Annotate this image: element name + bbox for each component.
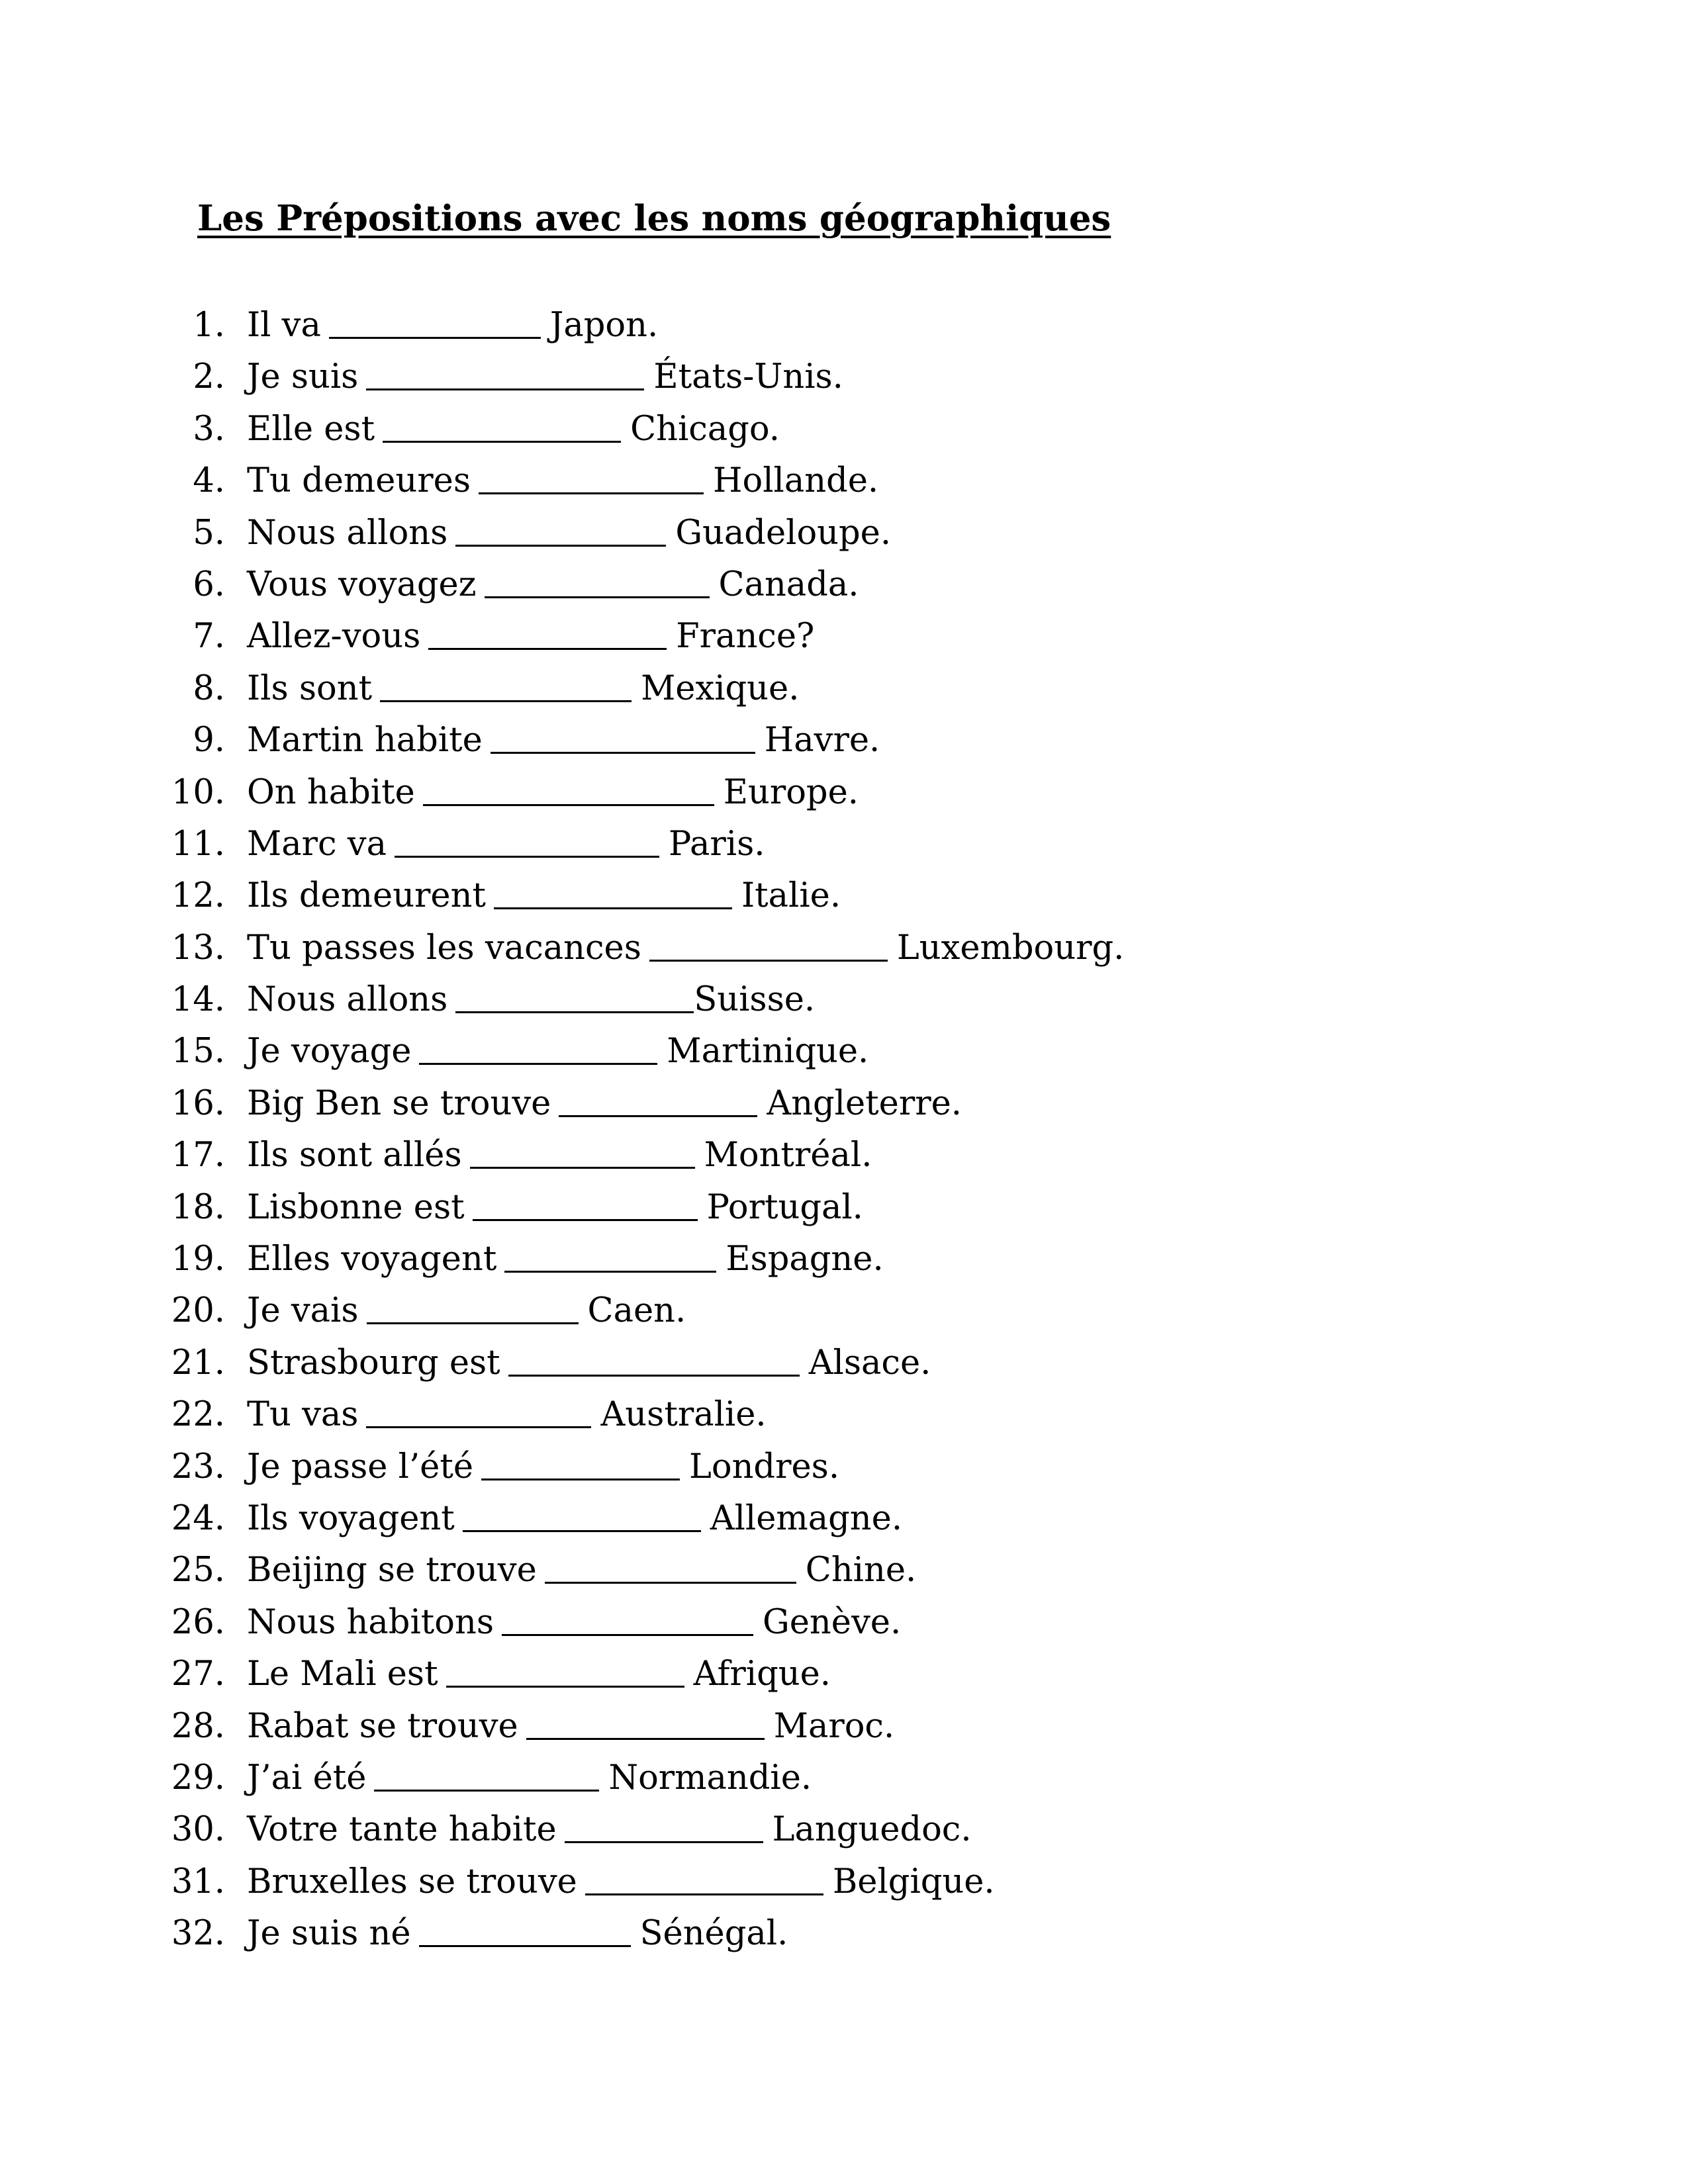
exercise-item xyxy=(0,1649,1688,1700)
exercise-item xyxy=(0,819,1688,870)
item-number: 28. xyxy=(171,1706,225,1746)
item-number: 7. xyxy=(193,617,225,657)
exercise-item xyxy=(0,1597,1688,1649)
item-sentence xyxy=(247,1856,995,1908)
sentence-end: Alsace. xyxy=(808,1343,931,1383)
answer-blank[interactable] xyxy=(366,388,644,390)
exercise-item xyxy=(0,1389,1688,1441)
sentence-start: Bruxelles se trouve xyxy=(247,1862,577,1901)
item-sentence xyxy=(247,1130,872,1181)
item-sentence xyxy=(247,1026,868,1077)
sentence-end: Montréal. xyxy=(704,1136,872,1175)
exercise-item xyxy=(0,767,1688,819)
exercise-item xyxy=(0,1234,1688,1285)
exercise-item xyxy=(0,559,1688,611)
sentence-start: Allez-vous xyxy=(247,617,421,657)
item-sentence xyxy=(247,1234,884,1285)
item-number: 25. xyxy=(171,1551,225,1590)
answer-blank[interactable] xyxy=(380,700,632,702)
item-number: 24. xyxy=(171,1498,225,1538)
item-number: 21. xyxy=(171,1343,225,1383)
sentence-start: Elles voyagent xyxy=(247,1240,497,1279)
exercise-item xyxy=(0,1752,1688,1804)
item-number: 11. xyxy=(171,824,225,864)
answer-blank[interactable] xyxy=(526,1738,765,1740)
sentence-end: Allemagne. xyxy=(710,1498,903,1538)
item-sentence xyxy=(247,455,878,507)
exercise-item xyxy=(0,1908,1688,1960)
exercise-item xyxy=(0,1026,1688,1077)
exercise-item xyxy=(0,1078,1688,1130)
sentence-start: Martin habite xyxy=(247,721,483,760)
sentence-start: On habite xyxy=(247,772,415,812)
sentence-end: Belgique. xyxy=(832,1862,995,1901)
sentence-end: Italie. xyxy=(741,876,841,916)
sentence-end: Australie. xyxy=(600,1395,767,1435)
answer-blank[interactable] xyxy=(649,960,888,962)
answer-blank[interactable] xyxy=(463,1530,701,1532)
sentence-end: Canada. xyxy=(718,565,859,604)
item-sentence xyxy=(247,300,658,351)
sentence-end: Suisse. xyxy=(694,980,816,1020)
answer-blank[interactable] xyxy=(428,648,667,650)
exercise-item xyxy=(0,1182,1688,1234)
answer-blank[interactable] xyxy=(585,1893,823,1895)
sentence-end: Normandie. xyxy=(608,1758,812,1797)
sentence-start: Tu demeures xyxy=(247,461,471,501)
exercise-item xyxy=(0,455,1688,507)
sentence-end: Espagne. xyxy=(726,1240,884,1279)
sentence-end: Guadeloupe. xyxy=(675,513,892,553)
sentence-start: Nous allons xyxy=(247,513,448,553)
answer-blank[interactable] xyxy=(470,1167,695,1169)
sentence-start: Je vais xyxy=(247,1291,359,1331)
answer-blank[interactable] xyxy=(374,1790,599,1792)
item-sentence xyxy=(247,1804,972,1856)
item-sentence xyxy=(247,1545,916,1596)
sentence-start: Tu passes les vacances xyxy=(247,928,641,968)
answer-blank[interactable] xyxy=(455,545,666,547)
answer-blank[interactable] xyxy=(366,1426,591,1428)
item-sentence xyxy=(247,1701,894,1752)
sentence-start: Ils sont allés xyxy=(247,1136,462,1175)
answer-blank[interactable] xyxy=(479,492,704,494)
exercise-item xyxy=(0,663,1688,715)
sentence-start: Je passe l’été xyxy=(247,1447,474,1486)
sentence-start: Ils sont xyxy=(247,668,373,708)
item-number: 22. xyxy=(171,1395,225,1435)
exercise-item xyxy=(0,300,1688,351)
item-sentence xyxy=(247,1908,788,1960)
answer-blank[interactable] xyxy=(504,1271,716,1273)
answer-blank[interactable] xyxy=(508,1375,800,1377)
item-number: 16. xyxy=(171,1083,225,1123)
item-number: 6. xyxy=(193,565,225,604)
item-number: 8. xyxy=(193,668,225,708)
item-sentence xyxy=(247,351,843,403)
sentence-end: Chine. xyxy=(805,1551,917,1590)
item-number: 1. xyxy=(193,306,225,345)
sentence-end: États-Unis. xyxy=(653,357,843,397)
sentence-end: Hollande. xyxy=(713,461,879,501)
exercise-item xyxy=(0,1856,1688,1908)
item-sentence xyxy=(247,819,765,870)
exercise-list xyxy=(0,300,1688,1960)
sentence-start: Strasbourg est xyxy=(247,1343,500,1383)
sentence-end: Chicago. xyxy=(630,409,780,449)
sentence-start: Rabat se trouve xyxy=(247,1706,518,1746)
sentence-start: Ils voyagent xyxy=(247,1498,455,1538)
answer-blank[interactable] xyxy=(329,337,541,339)
item-number: 3. xyxy=(193,409,225,449)
item-number: 30. xyxy=(171,1810,225,1850)
item-sentence xyxy=(247,1285,686,1337)
answer-blank[interactable] xyxy=(565,1841,763,1843)
sentence-end: Paris. xyxy=(669,824,765,864)
item-sentence xyxy=(247,663,799,715)
item-sentence xyxy=(247,1441,839,1493)
answer-blank[interactable] xyxy=(367,1322,579,1324)
sentence-start: Je suis xyxy=(247,357,359,397)
item-sentence xyxy=(247,1338,931,1389)
item-number: 4. xyxy=(193,461,225,501)
answer-blank[interactable] xyxy=(491,752,755,754)
item-number: 14. xyxy=(171,980,225,1020)
sentence-start: Elle est xyxy=(247,409,375,449)
sentence-end: Afrique. xyxy=(693,1655,831,1694)
item-sentence xyxy=(247,404,780,455)
sentence-end: Angleterre. xyxy=(767,1083,962,1123)
sentence-end: Languedoc. xyxy=(772,1810,972,1850)
item-sentence xyxy=(247,1389,767,1441)
exercise-item xyxy=(0,715,1688,766)
sentence-start: Tu vas xyxy=(247,1395,359,1435)
item-sentence xyxy=(247,1752,812,1804)
exercise-item xyxy=(0,1441,1688,1493)
item-number: 9. xyxy=(193,721,225,760)
exercise-item xyxy=(0,974,1688,1026)
answer-blank[interactable] xyxy=(485,596,710,598)
answer-blank[interactable] xyxy=(481,1479,680,1480)
item-number: 27. xyxy=(171,1655,225,1694)
sentence-start: Nous habitons xyxy=(247,1602,494,1642)
item-sentence xyxy=(247,1649,831,1700)
item-number: 32. xyxy=(171,1914,225,1954)
answer-blank[interactable] xyxy=(383,441,621,443)
item-number: 23. xyxy=(171,1447,225,1486)
sentence-start: J’ai été xyxy=(247,1758,367,1797)
item-sentence xyxy=(247,1597,901,1649)
sentence-start: Lisbonne est xyxy=(247,1187,465,1227)
sentence-end: France? xyxy=(676,617,815,657)
answer-blank[interactable] xyxy=(419,1945,631,1947)
answer-blank[interactable] xyxy=(559,1115,757,1117)
sentence-start: Je suis né xyxy=(247,1914,411,1954)
answer-blank[interactable] xyxy=(502,1634,753,1636)
exercise-item xyxy=(0,508,1688,559)
answer-blank[interactable] xyxy=(473,1219,698,1221)
sentence-end: Genève. xyxy=(763,1602,902,1642)
sentence-start: Big Ben se trouve xyxy=(247,1083,551,1123)
sentence-end: Europe. xyxy=(723,772,859,812)
item-number: 10. xyxy=(171,772,225,812)
exercise-item xyxy=(0,923,1688,974)
sentence-start: Votre tante habite xyxy=(247,1810,557,1850)
sentence-end: Maroc. xyxy=(773,1706,895,1746)
item-number: 20. xyxy=(171,1291,225,1331)
item-sentence xyxy=(247,559,859,611)
item-number: 18. xyxy=(171,1187,225,1227)
exercise-item xyxy=(0,1701,1688,1752)
exercise-item xyxy=(0,1493,1688,1545)
answer-blank[interactable] xyxy=(494,907,732,909)
sentence-start: Le Mali est xyxy=(247,1655,438,1694)
sentence-start: Il va xyxy=(247,306,321,345)
sentence-end: Caen. xyxy=(587,1291,686,1331)
sentence-start: Ils demeurent xyxy=(247,876,486,916)
exercise-item xyxy=(0,351,1688,403)
item-number: 15. xyxy=(171,1032,225,1071)
exercise-item xyxy=(0,1545,1688,1596)
sentence-end: Sénégal. xyxy=(639,1914,788,1954)
sentence-start: Je voyage xyxy=(247,1032,412,1071)
item-number: 26. xyxy=(171,1602,225,1642)
item-number: 19. xyxy=(171,1240,225,1279)
item-number: 5. xyxy=(193,513,225,553)
item-number: 13. xyxy=(171,928,225,968)
exercise-item xyxy=(0,1338,1688,1389)
item-sentence xyxy=(247,974,815,1026)
sentence-end: Portugal. xyxy=(706,1187,863,1227)
item-number: 29. xyxy=(171,1758,225,1797)
exercise-item xyxy=(0,404,1688,455)
item-sentence xyxy=(247,1182,863,1234)
item-sentence xyxy=(247,767,859,819)
sentence-end: Martinique. xyxy=(667,1032,869,1071)
exercise-item xyxy=(0,611,1688,662)
item-sentence xyxy=(247,923,1124,974)
item-sentence xyxy=(247,611,814,662)
sentence-start: Vous voyagez xyxy=(247,565,477,604)
sentence-start: Beijing se trouve xyxy=(247,1551,537,1590)
sentence-start: Marc va xyxy=(247,824,387,864)
exercise-item xyxy=(0,1804,1688,1856)
item-number: 2. xyxy=(193,357,225,397)
answer-blank[interactable] xyxy=(395,856,659,858)
item-number: 12. xyxy=(171,876,225,916)
item-sentence xyxy=(247,870,841,922)
answer-blank[interactable] xyxy=(423,804,714,806)
answer-blank[interactable] xyxy=(545,1582,796,1584)
sentence-end: Luxembourg. xyxy=(896,928,1125,968)
exercise-item xyxy=(0,1130,1688,1181)
sentence-end: Havre. xyxy=(764,721,880,760)
item-sentence xyxy=(247,715,880,766)
sentence-end: Mexique. xyxy=(641,668,800,708)
item-sentence xyxy=(247,1078,962,1130)
item-number: 17. xyxy=(171,1136,225,1175)
sentence-end: Londres. xyxy=(689,1447,840,1486)
answer-blank[interactable] xyxy=(419,1063,657,1065)
item-number: 31. xyxy=(171,1862,225,1901)
sentence-start: Nous allons xyxy=(247,980,448,1020)
page-title: Les Prépositions avec les noms géographiques xyxy=(197,198,1111,239)
sentence-end: Japon. xyxy=(549,306,659,345)
item-sentence xyxy=(247,1493,902,1545)
answer-blank[interactable] xyxy=(455,1011,694,1013)
answer-blank[interactable] xyxy=(446,1686,684,1688)
item-sentence xyxy=(247,508,891,559)
exercise-item xyxy=(0,1285,1688,1337)
exercise-item xyxy=(0,870,1688,922)
